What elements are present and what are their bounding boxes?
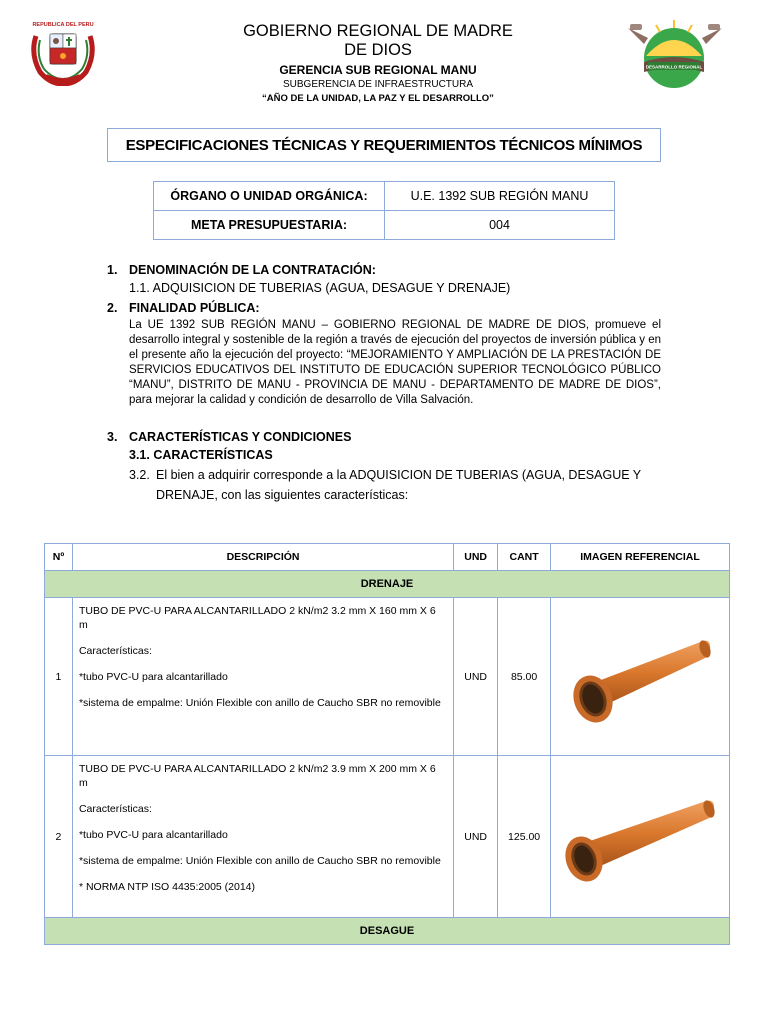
section-3-1: 3.1. CARACTERÍSTICAS — [129, 448, 273, 462]
organ-label: ÓRGANO O UNIDAD ORGÁNICA: — [154, 182, 385, 211]
row-quantity: 125.00 — [498, 756, 551, 918]
description-line: TUBO DE PVC-U PARA ALCANTARILLADO 2 kN/m2 3.9 mm X 200 mm X 6 m — [78, 763, 436, 789]
header-number: Nº — [45, 544, 73, 571]
table-row — [45, 598, 730, 756]
section-3-number: 3. — [107, 430, 118, 444]
row-quantity: 85.00 — [498, 598, 551, 756]
group-row-drenaje — [45, 571, 730, 598]
section-3-2-line1: El bien a adquirir corresponde a la ADQUISICION DE TUBERIAS (AGUA, DESAGUE Y — [156, 468, 642, 482]
meta-row — [154, 211, 615, 240]
row-number: 2 — [45, 756, 73, 918]
row-unit: UND — [454, 756, 498, 918]
row-image — [551, 756, 730, 918]
header-description: DESCRIPCIÓN — [72, 544, 453, 571]
section-2-title: FINALIDAD PÚBLICA: — [129, 301, 260, 315]
items-table — [44, 543, 730, 945]
description-line: Características: — [78, 803, 152, 815]
description-line: Características: — [78, 645, 152, 657]
row-number: 1 — [45, 598, 73, 756]
description-line: *tubo PVC-U para alcantarillado — [78, 829, 228, 841]
svg-text:DESARROLLO REGIONAL: DESARROLLO REGIONAL — [645, 64, 703, 70]
document-title-box — [107, 128, 661, 162]
row-image — [551, 598, 730, 756]
pvc-pipe-image — [562, 783, 718, 887]
year-motto: “AÑO DE LA UNIDAD, LA PAZ Y EL DESARROLLO” — [262, 93, 494, 104]
header-quantity: CANT — [498, 544, 551, 571]
meta-label: META PRESUPUESTARIA: — [154, 211, 385, 240]
organ-row — [154, 182, 615, 211]
document-title: ESPECIFICACIONES TÉCNICAS Y REQUERIMIENTOS TÉCNICOS MÍNIMOS — [125, 136, 643, 154]
section-3-2-line2: DRENAJE, con las siguientes características: — [156, 488, 409, 502]
table-header-row — [45, 544, 730, 571]
description-line: *tubo PVC-U para alcantarillado — [78, 671, 228, 683]
table-row — [45, 756, 730, 918]
description-line: *sistema de empalme: Unión Flexible con anillo de Caucho SBR no removible — [78, 855, 441, 867]
section-2-number: 2. — [107, 301, 118, 315]
section-3-title: CARACTERÍSTICAS Y CONDICIONES — [129, 430, 352, 444]
description-line: *sistema de empalme: Unión Flexible con anillo de Caucho SBR no removible — [78, 697, 441, 709]
pvc-pipe-image — [565, 625, 715, 725]
header-image: IMAGEN REFERENCIAL — [551, 544, 730, 571]
regional-logo — [626, 16, 724, 90]
section-1-number: 1. — [107, 263, 118, 277]
section-2-body: La UE 1392 SUB REGIÓN MANU – GOBIERNO REGIONAL DE MADRE DE DIOS, promueve el desarrollo integral y sostenible de la región a través de ejecución del proyectos de inversión pública y en el presente año la ejecución del proyecto: “MEJORAMIENTO Y AMPLIACIÓN DE LA PRESTACIÓN DE SERVICIOS EDUCATIVOS DEL INSTITUTO DE EDUCACIÓN SUPERIOR TECNOLÓGICO PÚBLICO “MANU”, DISTRITO DE MANU - PROVINCIA DE MANU - DEPARTAMENTO DE MADRE DE DIOS”, para mejorar la calidad y condición de desarrollo de Villa Salvación. — [129, 319, 661, 406]
section-1-title: DENOMINACIÓN DE LA CONTRATACIÓN: — [129, 263, 376, 277]
group-label: DRENAJE — [45, 571, 730, 598]
meta-value: 004 — [385, 211, 615, 240]
group-label: DESAGUE — [45, 918, 730, 945]
row-unit: UND — [454, 598, 498, 756]
row-description — [72, 598, 453, 756]
subgerencia-name: SUBGERENCIA DE INFRAESTRUCTURA — [282, 79, 474, 90]
group-row-desague — [45, 918, 730, 945]
svg-text:REPUBLICA DEL PERU: REPUBLICA DEL PERU — [32, 22, 94, 28]
government-name: GOBIERNO REGIONAL DE MADRE DE DIOS — [243, 22, 513, 59]
header-unit: UND — [454, 544, 498, 571]
row-description — [72, 756, 453, 918]
section-1-1: 1.1. ADQUISICION DE TUBERIAS (AGUA, DESAGUE Y DRENAJE) — [129, 281, 511, 295]
peru-seal-logo — [28, 14, 98, 86]
organ-table — [153, 181, 615, 240]
section-3-2-number: 3.2. — [129, 468, 150, 482]
organ-value: U.E. 1392 SUB REGIÓN MANU — [385, 182, 615, 211]
description-line: TUBO DE PVC-U PARA ALCANTARILLADO 2 kN/m2 3.2 mm X 160 mm X 6 m — [78, 605, 436, 631]
description-line: * NORMA NTP ISO 4435:2005 (2014) — [78, 881, 256, 893]
gerencia-name: GERENCIA SUB REGIONAL MANU — [279, 63, 477, 77]
